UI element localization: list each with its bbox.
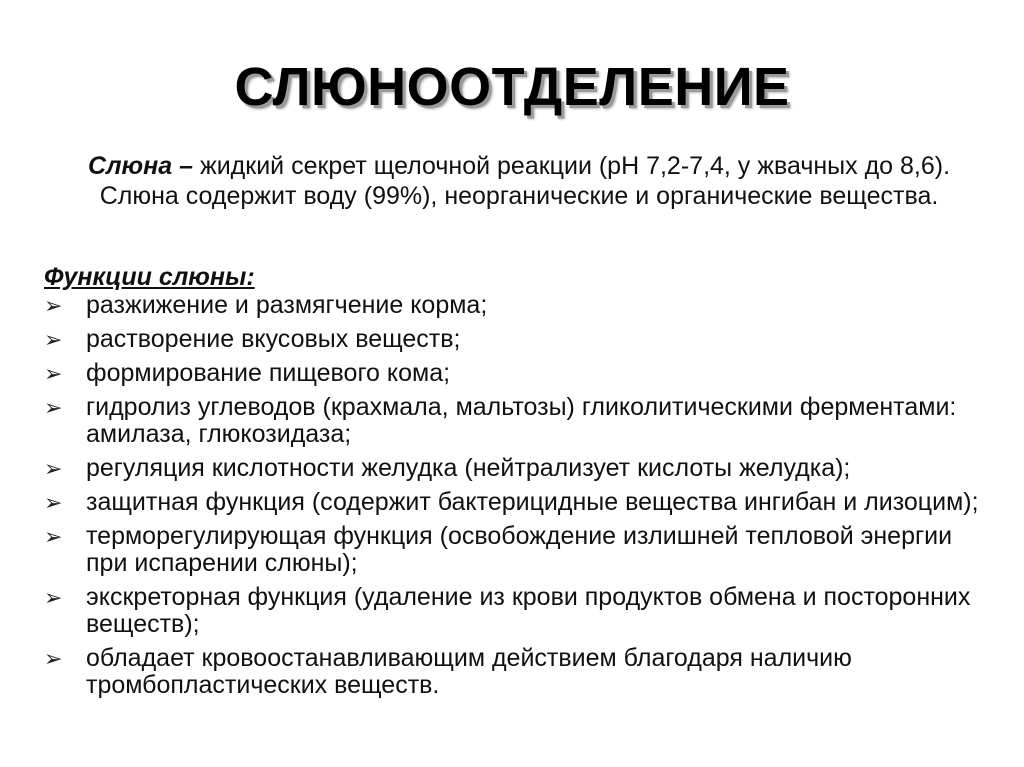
list-item xyxy=(44,645,994,699)
list-item xyxy=(44,523,994,577)
list-item xyxy=(44,360,994,387)
list-item-text: регуляция кислотности желудка (нейтрализует кислоты желудка); xyxy=(86,454,851,482)
arrow-bullet-icon: ➢ xyxy=(44,585,63,610)
list-item xyxy=(44,584,994,638)
list-item-text: экскреторная функция (удаление из крови продуктов обмена и посторонних веществ); xyxy=(86,583,971,638)
list-item-text: защитная функция (содержит бактерицидные вещества ингибан и лизоцим); xyxy=(86,488,979,516)
list-item-text: формирование пищевого кома; xyxy=(86,359,451,387)
list-item xyxy=(44,489,994,516)
list-item-text: разжижение и размягчение корма; xyxy=(86,291,488,319)
functions-list xyxy=(44,292,994,699)
arrow-bullet-icon: ➢ xyxy=(44,646,63,671)
list-item-text: терморегулирующая функция (освобождение излишней тепловой энергии при испарении слюны); xyxy=(86,522,953,577)
functions-section xyxy=(44,262,994,706)
slide-title: СЛЮНООТДЕЛЕНИЕ xyxy=(234,57,790,117)
arrow-bullet-icon: ➢ xyxy=(44,361,63,386)
arrow-bullet-icon: ➢ xyxy=(44,456,63,481)
definition-paragraph xyxy=(64,151,974,211)
arrow-bullet-icon: ➢ xyxy=(44,524,63,549)
list-item xyxy=(44,455,994,482)
arrow-bullet-icon: ➢ xyxy=(44,395,63,420)
list-item xyxy=(44,326,994,353)
list-item xyxy=(44,292,994,319)
arrow-bullet-icon: ➢ xyxy=(44,293,63,318)
definition-term: Слюна – xyxy=(87,152,194,180)
arrow-bullet-icon: ➢ xyxy=(44,490,63,515)
list-item-text: гидролиз углеводов (крахмала, мальтозы) гликолитическими ферментами: амилаза, глюкозидаза; xyxy=(86,393,957,448)
list-item xyxy=(44,394,994,448)
list-item-text: обладает кровоостанавливающим действием благодаря наличию тромбопластических веществ. xyxy=(86,644,852,699)
functions-heading: Функции слюны: xyxy=(44,263,255,291)
list-item-text: растворение вкусовых веществ; xyxy=(86,325,461,353)
arrow-bullet-icon: ➢ xyxy=(44,327,63,352)
definition-text: жидкий секрет щелочной реакции (рН 7,2-7,4, у жвачных до 8,6). Слюна содержит воду (99%), неорганические и органические вещества. xyxy=(99,152,951,210)
